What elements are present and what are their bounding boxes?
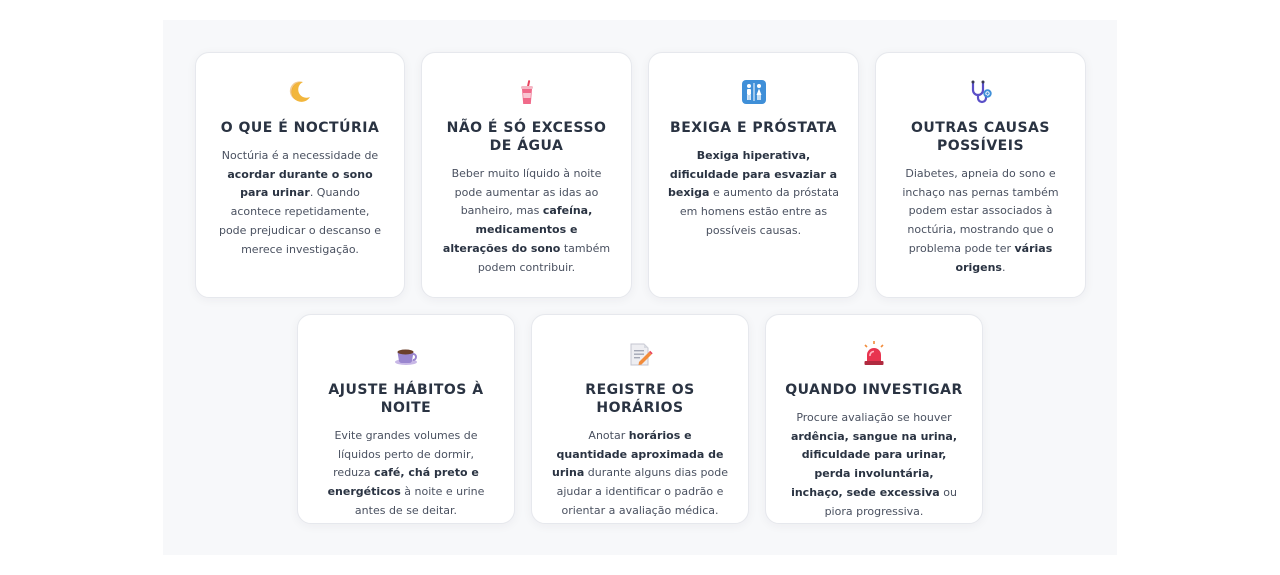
card-text-segment: Diabetes, apneia do sono e inchaço nas pernas também podem estar associados à noctúria, mostrando que o problema pode ter — [902, 167, 1059, 255]
memo-icon — [548, 341, 732, 367]
card-text-segment: ou piora progressiva. — [824, 485, 957, 518]
info-card-horarios — [531, 314, 749, 524]
info-card-agua — [421, 52, 632, 298]
card-title: NÃO É SÓ EXCESSO DE ÁGUA — [446, 120, 607, 154]
card-text-segment: Noctúria é a necessidade de — [221, 149, 379, 162]
card-title: O QUE É NOCTÚRIA — [220, 120, 380, 136]
card-text-highlight: várias origens — [955, 241, 1053, 274]
content-panel — [163, 20, 1117, 555]
card-text-highlight: cafeína, medicamentos e alterações do sono — [442, 204, 593, 255]
card-text-highlight: Bexiga hiperativa, dificuldade para esvaziar a bexiga — [667, 149, 838, 200]
crescent-moon-icon — [212, 79, 388, 105]
card-text-segment: . — [1001, 260, 1006, 274]
card-text-segment: e aumento da próstata em homens estão entre as possíveis causas. — [679, 186, 840, 237]
card-description — [665, 147, 842, 241]
rotating-light-icon — [782, 341, 966, 367]
card-title: OUTRAS CAUSAS POSSÍVEIS — [911, 120, 1050, 154]
card-description — [892, 165, 1069, 277]
card-text-segment: Procure avaliação se houver — [796, 411, 952, 424]
card-text-highlight: café, chá preto e energéticos — [327, 466, 479, 499]
card-text-segment: Evite grandes volumes de líquidos perto de dormir, reduza — [333, 429, 478, 480]
card-title: REGISTRE OS HORÁRIOS — [585, 382, 695, 416]
card-text-segment: Anotar — [588, 429, 629, 442]
card-description — [548, 427, 732, 521]
card-title: AJUSTE HÁBITOS À NOITE — [328, 382, 484, 416]
card-text-segment: . Quando acontece repetidamente, pode prejudicar o descanso e merece investigação. — [218, 186, 382, 256]
card-text-segment: também podem contribuir. — [477, 241, 611, 274]
restroom-icon — [665, 79, 842, 105]
card-text-segment: à noite e urine antes de se deitar. — [354, 485, 485, 517]
card-text-segment: durante alguns dias pode ajudar a identificar o padrão e orientar a avaliação médica. — [556, 466, 728, 517]
info-card-nocturia — [195, 52, 405, 298]
card-text-highlight: acordar durante o sono para urinar — [227, 167, 373, 200]
card-description — [438, 165, 615, 277]
stethoscope-icon — [892, 79, 1069, 105]
info-card-habitos — [297, 314, 515, 524]
card-title: QUANDO INVESTIGAR — [785, 382, 963, 398]
card-title: BEXIGA E PRÓSTATA — [670, 120, 837, 136]
card-description — [212, 147, 388, 259]
card-description — [782, 409, 966, 521]
info-card-investigar — [765, 314, 983, 524]
card-text-highlight: ardência, sangue na urina, dificuldade para urinar, perda involuntária, inchaço, sede excessiva — [790, 429, 958, 499]
info-card-bexiga — [648, 52, 859, 298]
card-description — [314, 427, 498, 521]
hot-beverage-icon — [314, 341, 498, 367]
card-text-segment: Beber muito líquido à noite pode aumentar as idas ao banheiro, mas — [451, 167, 602, 218]
card-text-highlight: horários e quantidade aproximada de urina — [552, 429, 724, 480]
cup-with-straw-icon — [438, 79, 615, 105]
info-card-outras-causas — [875, 52, 1086, 298]
